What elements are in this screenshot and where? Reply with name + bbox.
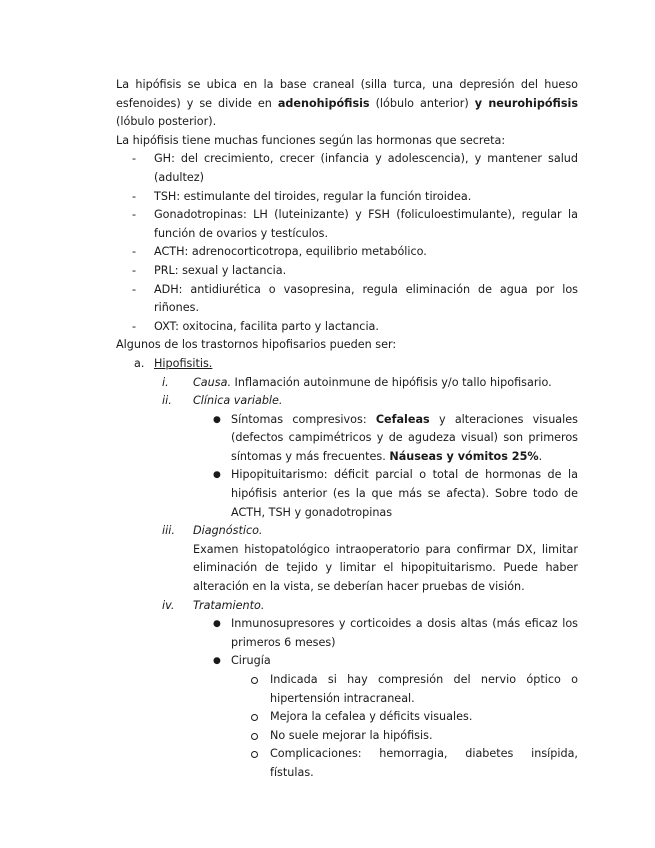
bullet-text: Síntomas compresivos: [231,412,376,426]
bullet-dot-icon: ● [213,619,221,630]
bullet-dot-icon: ● [213,470,221,481]
term-adenohipofisis: adenohipófisis [277,96,370,110]
item-causa [116,374,578,393]
list-item [116,262,578,281]
dash-marker: - [132,282,137,296]
list-item [116,281,578,318]
item-label: Clínica variable. [193,394,283,408]
bullet-dot-icon: ● [213,656,221,667]
sub-bullet-item [116,727,578,746]
dash-marker: - [132,319,137,333]
dash-marker: - [132,245,137,259]
dash-marker: - [132,263,137,277]
circle-bullet-icon [251,733,258,740]
list-item [116,188,578,207]
sub-bullet-item [116,745,578,782]
bullet-text: Cirugía [231,654,271,668]
hormone-tsh: TSH: estimulante del tiroides, regular la función tiroidea. [154,189,472,203]
bullet-item [116,466,578,522]
list-item [116,206,578,243]
bullet-text: Hipopituitarismo: déficit parcial o total de hormonas de la hipófisis anterior (es la que más se afecta). Sobre todo de ACTH, TSH y gonadotropinas [231,468,578,519]
section-hipofisitis [116,355,578,374]
bullet-text: y alteraciones visuales (defectos campimétricos y de agudeza visual) son primeros síntomas y más frecuentes. [231,412,578,463]
bullet-item [116,652,578,671]
circle-bullet-icon [251,714,258,721]
item-clinica [116,392,578,411]
section-title: Hipofisitis. [154,356,213,370]
item-text: Examen histopatológico intraoperatorio para confirmar DX, limitar eliminación de tejido y limitar el hipopituitarismo. Puede haber alteración en la vista, se deberían hacer pruebas de visión. [193,542,578,594]
roman-marker: i. [162,375,169,389]
sub-bullet-text: Mejora la cefalea y déficits visuales. [270,710,473,724]
roman-marker: iv. [162,598,175,612]
dash-marker: - [132,152,137,166]
hormone-acth: ACTH: adrenocorticotropa, equilibrio metabólico. [154,245,427,259]
circle-bullet-icon [251,751,258,758]
bullet-item [116,615,578,652]
item-label: Diagnóstico. [193,524,263,538]
sub-bullet-item [116,671,578,708]
hormone-adh: ADH: antidiurética o vasopresina, regula eliminación de agua por los riñones. [154,282,578,315]
bullet-text: . [538,449,543,463]
bullet-item [116,411,578,467]
hormone-prl: PRL: sexual y lactancia. [154,263,287,277]
hormone-oxt: OXT: oxitocina, facilita parto y lactancia. [154,319,379,333]
item-text: Inflamación autoinmune de hipófisis y/o tallo hipofisario. [231,375,552,389]
list-item [116,318,578,337]
bold-term: Cefaleas [375,412,430,426]
roman-marker: iii. [162,524,175,538]
roman-marker: ii. [162,394,172,408]
dash-marker: - [132,189,137,203]
intro-text: (lóbulo posterior). [116,115,217,129]
sub-bullet-text: Complicaciones: hemorragia, diabetes insípida, fístulas. [270,747,578,779]
sub-bullet-text: No suele mejorar la hipófisis. [270,728,433,742]
section-marker: a. [134,356,145,370]
bullet-text: Inmunosupresores y corticoides a dosis altas (más eficaz los primeros 6 meses) [231,617,578,649]
bullet-dot-icon: ● [213,414,221,425]
hormone-list [116,150,578,336]
sub-bullet-text: Indicada si hay compresión del nervio óptico o hipertensión intracraneal. [270,673,578,705]
item-diagnostico [116,522,578,596]
intro-paragraph [116,76,578,132]
functions-intro: La hipófisis tiene muchas funciones según las hormonas que secreta: [116,133,506,147]
circle-bullet-icon [251,677,258,684]
term-neurohipofisis: y neurohipófisis [474,96,578,110]
intro-text: (lóbulo anterior) [369,96,475,110]
item-label: Causa. [193,375,231,389]
sub-bullet-item [116,708,578,727]
disorders-intro: Algunos de los trastornos hipofisarios pueden ser: [116,338,397,352]
list-item [116,150,578,187]
list-item [116,243,578,262]
item-tratamiento [116,597,578,616]
intro-text: La hipófisis se ubica en la base craneal (silla turca, una depresión del hueso esfenoides) y se divide en [116,78,578,110]
hormone-gonadotropinas: Gonadotropinas: LH (luteinizante) y FSH (foliculoestimulante), regular la función de ovarios y testículos. [154,208,578,240]
item-label: Tratamiento. [193,598,265,612]
document-body [116,76,578,783]
dash-marker: - [132,208,137,222]
bold-term: Náuseas y vómitos 25% [389,449,539,463]
hormone-gh: GH: del crecimiento, crecer (infancia y adolescencia), y mantener salud (adultez) [154,152,578,184]
